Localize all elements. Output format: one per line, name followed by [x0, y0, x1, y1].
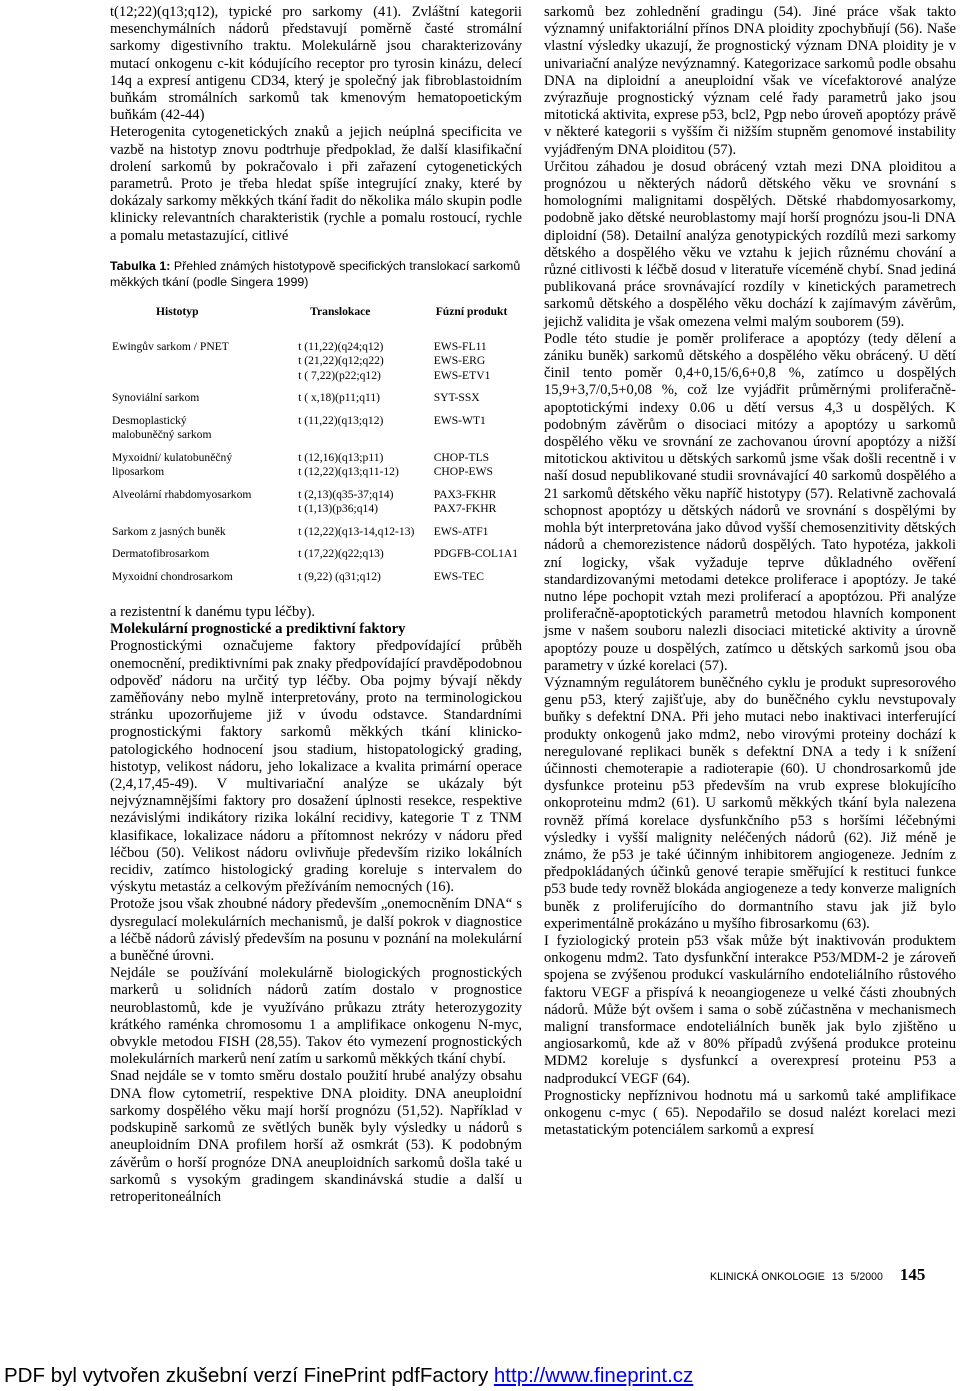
table-caption — [110, 258, 522, 290]
paragraph: t(12;22)(q13;q12), typické pro sarkomy (41). Zvláštní kategorii mesenchymálních nádorů představují poměrně časté stromální sarkomy digestivního traktu. Molekulárně jsou charakterizovány mutací onkogenu c-kit kódujícího receptor pro tyrosin kinázu, delecí 14q a expresí antigenu CD34, který je společný jak fibroblastoidním buňkám stromálních sarkomů tak kmenovým hematopoetickým buňkám (42-44) — [110, 4, 522, 124]
cell-translokace: t (11,22)(q13;q12) — [298, 413, 384, 427]
cell-translokace: t (9,22) (q31;q12) — [298, 569, 381, 583]
table-header-row — [112, 305, 524, 340]
cell-fuzni-produkt: PDGFB-COL1A1 — [433, 547, 519, 560]
table-row — [112, 547, 524, 570]
left-column-top — [110, 4, 522, 245]
cell-histotyp: Myxoidní/ kulatobuněčný liposarkom — [112, 450, 233, 478]
cell-fuzni-produkt: CHOP-TLS CHOP-EWS — [433, 450, 493, 478]
cell-histotyp: Ewingův sarkom / PNET — [112, 339, 229, 353]
paragraph: Podle této studie je poměr proliferace a apoptózy (tedy dělení a zániku buněk) sarkomů dětského a dospělého věku obrácený. U dětí činil tento poměr 0,4+0,15/6,6+0,8 %, zatímco u dospělých 15,9+3,7/0,5+0,08 %, což lze vyjádřit průměrnými proliferačně-apoptotickými indexy 0.06 u dětí versus 4,3 u dospělých. K podobným závěrům o disociaci mitózy a apoptózy u sarkomů dospělého věku ve srovnání ze zachovanou úrovní apoptózy a nižší mitotickou aktivitou u dětských sarkomů jsme však došli recentně i v naší dosud nepublikované studii srovnávající 40 sarkomů dospělého a 21 sarkomů dětského věku napříč histotypy (57). Relativně zachovalá schopnost apoptózy u dětských nádorů ve srovnání s dospělými by mohla být interpretována jako důvod vyšší chemosenzitivity dětských nádorů a chemorezistence nádorů dospělých. Tato hypotéza, jakkoli zní logicky, však vyžaduje teprve důkladného ověření standardizovanými metodami detekce proliferace i apoptózy. Je také nutno lépe pochopit vztah mezi proliferací a apoptózou. Při analýze proliferačně-apoptotických parametrů metodou hlavních komponent jsme v našem souboru nalezli disociaci mitetické aktivity a úrovně apoptózy pouze u dospělých, zatímco u dětských sarkomů jsou oba parametry v úzké korelaci (57). — [544, 330, 956, 674]
column-header-fuzni-produkt: Fúzní produkt — [435, 305, 508, 318]
pdf-trial-banner — [0, 1360, 960, 1391]
journal-volume: 13 — [831, 1271, 844, 1283]
cell-translokace: t (11,22)(q24;q12) t (21,22)(q12;q22) t ( 7,22)(p22;q12) — [298, 339, 384, 382]
cell-histotyp: Sarkom z jasných buněk — [112, 524, 226, 538]
paragraph: Určitou záhadou je dosud obrácený vztah mezi DNA ploiditou a prognózou u některých nádorů dětského věku ve srovnání s homologními malignitami dospělých. Dětské rhabdomyosarkomy, podobně jako dětské neuroblastomy mají horší prognózu jsou-li DNA diploidní (58). Detailní analýza genotypických rozdílů mezi sarkomy dětského a dospělého věku ve vztahu k jejich různému chování a různé citlivosti k léčbě dosud v literatuře víceméně chybí. Snad jediná publikovaná práce srovnávající rozdíly v kinetických parametrech sarkomů dětského a dospělého věku dochází k zajímavým závěrům, jejichž validita je však omezena velmi malým souborem (59). — [544, 158, 956, 330]
table-row — [112, 488, 524, 525]
cell-histotyp: Myxoidní chondrosarkom — [112, 569, 233, 583]
table-row — [112, 451, 524, 488]
paragraph: Heterogenita cytogenetických znaků a jejich neúplná specificita ve vazbě na histotyp znovu podtrhuje předpoklad, že další klasifikační drolení sarkomů by pokračovalo i při zařazení cytogenetických parametrů. Proto je třeba hledat spíše integrující znaky, které by dokázaly sarkomy měkkých tkání řadit do několika málo skupin podle klinicky relevantních charakteristik (rychle a pomalu rostoucí, rychle a pomalu metastazující, citlivé — [110, 124, 522, 244]
paragraph: Nejdále se používání molekulárně biologických prognostických markerů u solidních nádorů zatím dostalo v prognostice neuroblastomů, kde je využíváno průkazu ztráty heterozygozity krátkého raménka chromosomu 1 a amplifikace onkogenu N-myc, obvykle metodou FISH (28,55). Takov éto vymezení prognostických molekulárních markerů není zatím u sarkomů měkkých tkání chybí. — [110, 965, 522, 1068]
paragraph: Významným regulátorem buněčného cyklu je produkt supresorového genu p53, který zajišťuje, aby do buněčného cyklu nevstupovaly buňky s defektní DNA. Při jeho mutaci nebo inaktivaci interferující produkty onkogenů jako mdm2, nebo virovými proteiny dochází k neregulované replikaci buněk s defektní DNA a tedy i k snížení účinnosti chemoterapie a radioterapie (60). U chondrosarkomů jde dysfunkce proteinu p53 především na vrub exprese blokujícího onkoproteinu mdm2 (61). U sarkomů měkkých tkání byla nalezena rovněž přímá korelace dysfunkčního p53 s horšími léčebnými výsledky i vyšší malignity neléčených nádorů (62). Již méně je známo, že p53 je také účinným inhibitorem angiogeneze. Jedním z předpokládaných účinků genové terapie směřující k restituci funkce p53 bude tedy rovněž blokáda angiogeneze a tedy konverze maligních buněk z proliferujícího do dormantního stavu jak již bylo experimentálně prokázáno u myšího fibrosarkomu (63). — [544, 674, 956, 932]
table-row — [112, 391, 524, 414]
paragraph: Prognosticky nepříznivou hodnotu má u sarkomů také amplifikace onkogenu c-myc ( 65). Nepodařilo se dosud nalézt korelaci mezi metastatickým potenciálem sarkomů a expresí — [544, 1087, 956, 1139]
cell-fuzni-produkt: EWS-ATF1 — [433, 524, 489, 538]
cell-histotyp: Synoviální sarkom — [112, 391, 200, 404]
cell-translokace: t (12,22)(q13-14,q12-13) — [298, 524, 415, 538]
paragraph: Protože jsou však zhoubné nádory především „onemocněním DNA“ s dysregulací molekulárních mechanismů, je další pokrok v diagnostice a léčbě nádorů závislý především na posunu v poznání na molekulární a buněčné úrovni. — [110, 896, 522, 965]
table-caption-text: Přehled známých histotypově specifických translokací sarkomů měkkých tkání (podle Singera 1999) — [110, 259, 521, 289]
banner-text: PDF byl vytvořen zkušební verzí FinePrint pdfFactory — [4, 1364, 494, 1387]
journal-issue: 5/2000 — [850, 1271, 883, 1283]
column-header-translokace: Translokace — [310, 305, 371, 318]
table-caption-label: Tabulka 1: — [110, 259, 171, 273]
cell-fuzni-produkt: SYT-SSX — [433, 391, 480, 404]
paragraph: Prognostickými označujeme faktory předpovídající průběh onemocnění, prediktivními pak znaky předpovídající pravděpodobnou odpověď nádoru na určitý typ léčby. Oba pojmy bývají někdy zaměňovány nebo mylně interpretovány, proto na terminologickou stránku upozorňujeme již v úvodu odstavce. Standardními prognostickými faktory sarkomů měkkých tkání klinicko-patologického hodnocení jsou stadium, histopatologický grading, histotyp, velikost nádoru, jeho lokalizace a kvalita primární operace (2,4,17,45-49). V multivariační analýze se ukázaly být nejvýznamnějšími faktory pro dosažení úplnosti resekce, respektive nezávislými indikátory rizika lokální recidivy, kategorie T z TNM klasifikace, lokalizace nádoru a přítomnost nekrózy v nádoru před léčbou (50). Velikost nádoru ovlivňuje především riziko lokálních recidiv, zatímco histologický grading koreluje s intervalem do výskytu metastáz a celkovým přežíváním nemocných (16). — [110, 638, 522, 896]
table-row — [112, 340, 524, 392]
cell-fuzni-produkt: EWS-TEC — [433, 569, 484, 583]
cell-histotyp: Dermatofibrosarkom — [112, 547, 210, 560]
fineprint-link[interactable]: http://www.fineprint.cz — [493, 1364, 694, 1387]
paragraph: Snad nejdále se v tomto směru dostalo použití hrubé analýzy obsahu DNA flow cytometrií, respektive DNA ploidity. DNA aneuploidní sarkomy dospělého věku mají horší prognózu (51,52). Například v podskupině sarkomů ze světlých buněk byly výsledky u nádorů s aneuploidním DNA profilem horší až osmkrát (53). K podobným závěrům o horší prognóze DNA aneuploidních sarkomů došla také u sarkomů s vysokým gradingem skandinávská studie a další u retroperitoneálních — [110, 1068, 522, 1205]
cell-histotyp: Alveolární rhabdomyosarkom — [112, 487, 252, 501]
paragraph: a rezistentní k danému typu léčby). — [110, 604, 316, 620]
section-heading: Molekulární prognostické a prediktivní faktory — [110, 621, 406, 638]
journal-name: KLINICKÁ ONKOLOGIE — [710, 1271, 825, 1283]
cell-fuzni-produkt: EWS-WT1 — [433, 413, 486, 427]
cell-histotyp: Desmoplastický malobuněčný sarkom — [112, 413, 212, 441]
page-footer — [710, 1265, 956, 1285]
cell-translokace: t (17,22)(q22;q13) — [298, 547, 384, 560]
table-row — [112, 414, 524, 451]
cell-fuzni-produkt: EWS-FL11 EWS-ERG EWS-ETV1 — [433, 339, 491, 382]
column-header-histotyp: Histotyp — [156, 305, 199, 318]
cell-fuzni-produkt: PAX3-FKHR PAX7-FKHR — [433, 487, 497, 515]
paragraph: I fyziologický protein p53 však může být inaktivován produktem onkogenu mdm2. Tato dysfunkční interakce P53/MDM-2 je zároveň spojena se zvýšenou produkcí vaskulárního endoteliálního růstového faktoru VEGF a přispívá k neoangiogeneze u velké části zhoubných nádorů. Může být ovšem i sama o sobě zúčastněna v mechanismech maligní transformace endoteliálních buněk jak bylo zjištěno u angiosarkomů, kde až v 80% případů zvýšená produkce proteinu MDM2 koreluje s dysfunkcí a overexpresí proteinu P53 a nadprodukcí VEGF (64). — [544, 932, 956, 1087]
table-row — [112, 570, 524, 593]
table-row — [112, 525, 524, 548]
left-column-bottom — [110, 604, 522, 1206]
paragraph: sarkomů bez zohlednění gradingu (54). Jiné práce však takto významný unifaktoriální přínos DNA ploidity zpochybňují (56). Naše vlastní výsledky ukazují, že prognostický význam DNA ploidity je v univariační analýze nevýznamný. Kategorizace sarkomů podle obsahu DNA na diploidní a aneuploidní však ve vícefaktorové analýze zvýrazňuje prognostický význam celé řady parametrů jako jsou mitotická aktivita, exprese p53, bcl2, Pgp nebo úroveň apoptózy právě v některé kategorii s vyšším či nižším stupněm genomové instability vyjádřeným DNA ploiditou (57). — [544, 4, 956, 158]
page-number: 145 — [899, 1265, 926, 1284]
right-column — [544, 4, 956, 1139]
translocation-table — [112, 305, 524, 592]
cell-translokace: t ( x,18)(p11;q11) — [298, 391, 381, 404]
cell-translokace: t (12,16)(q13;p11) t (12,22)(q13;q11-12) — [298, 450, 399, 478]
cell-translokace: t (2,13)(q35-37;q14) t (1,13)(p36;q14) — [298, 487, 394, 515]
